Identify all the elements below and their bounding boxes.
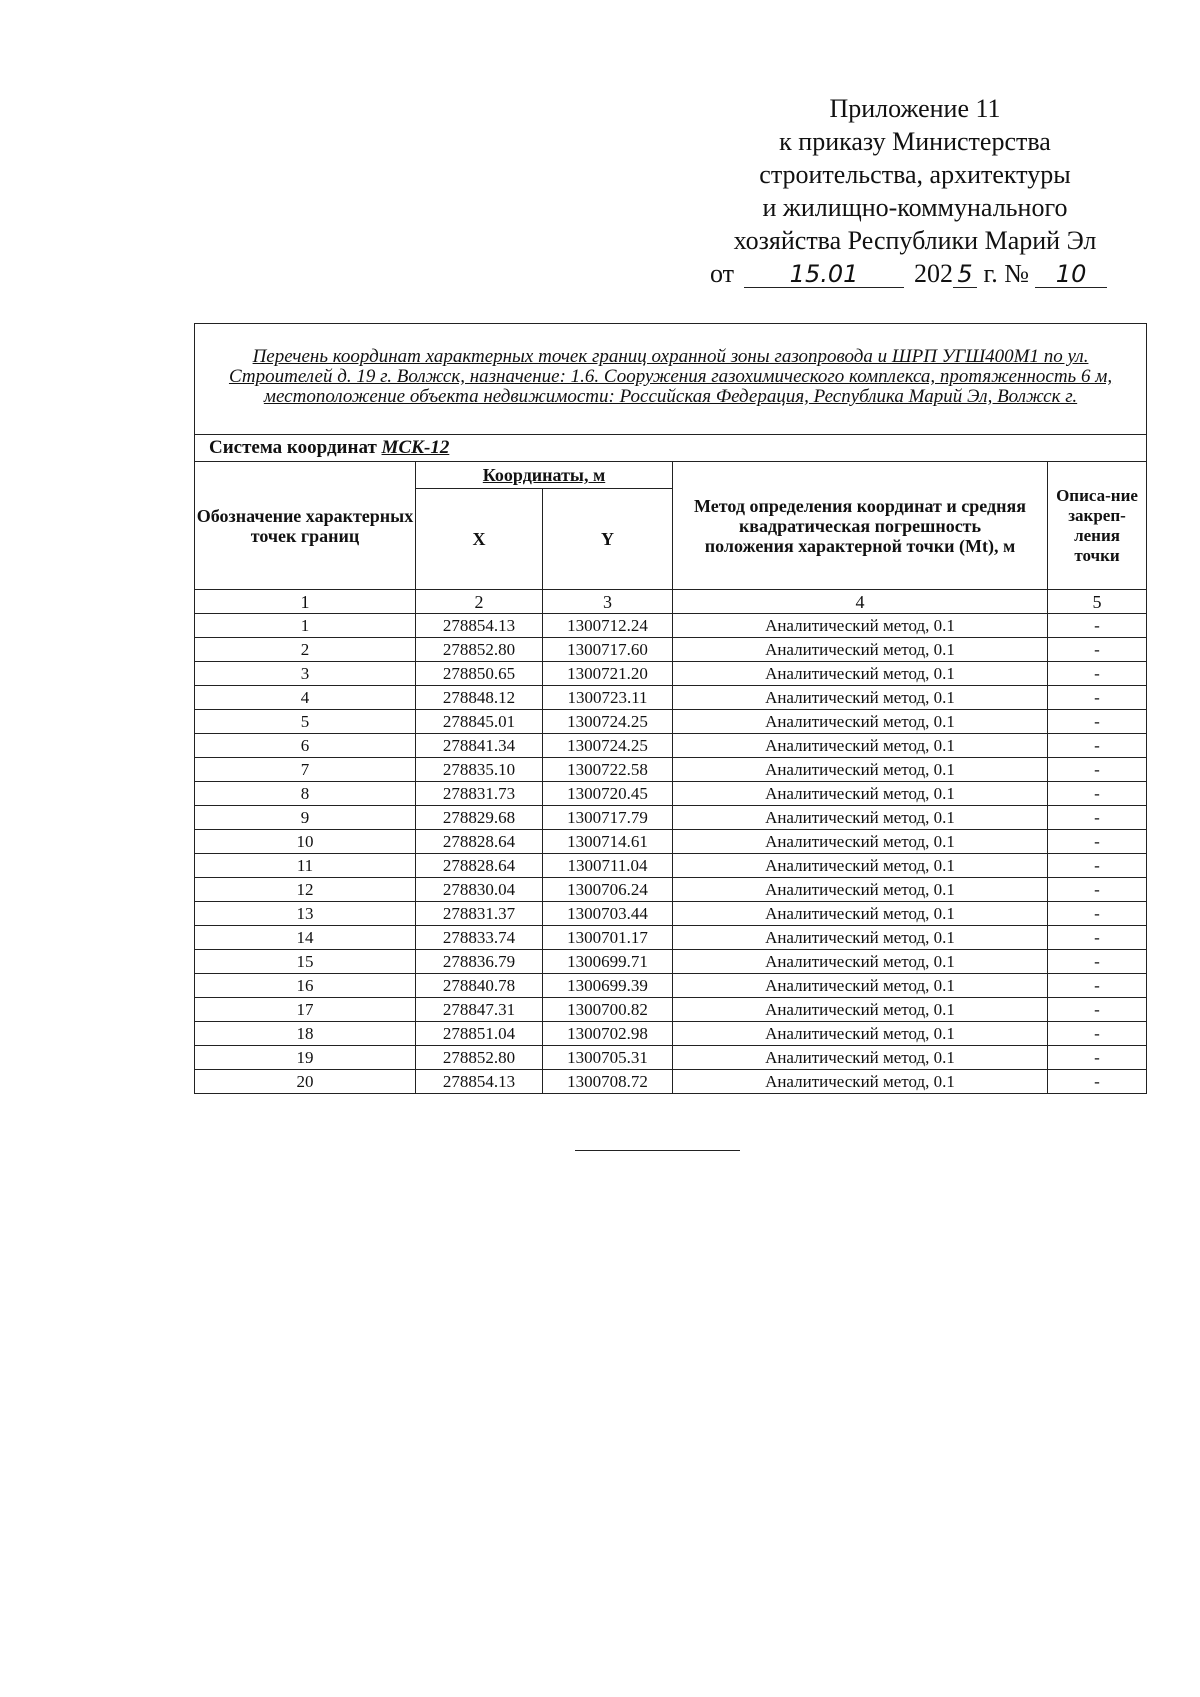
- point-cell: 17: [195, 998, 416, 1022]
- coordinate-system-label: Система координат: [209, 437, 377, 458]
- x-cell: 278841.34: [416, 734, 543, 758]
- x-cell: 278835.10: [416, 758, 543, 782]
- y-cell: 1300717.60: [543, 638, 673, 662]
- description-cell: -: [1048, 686, 1147, 710]
- handwritten-date: 15.01: [744, 261, 904, 288]
- method-cell: Аналитический метод, 0.1: [673, 998, 1048, 1022]
- y-cell: 1300705.31: [543, 1046, 673, 1070]
- table-row: [195, 998, 1147, 1022]
- point-cell: 11: [195, 854, 416, 878]
- from-label: от: [710, 259, 735, 288]
- table-row: [195, 614, 1147, 638]
- header-point-designation: Обозначение характерных точек границ: [195, 462, 416, 590]
- y-cell: 1300721.20: [543, 662, 673, 686]
- description-cell: -: [1048, 806, 1147, 830]
- x-cell: 278845.01: [416, 710, 543, 734]
- header-description: Описа-ние закреп-ления точки: [1048, 462, 1147, 590]
- table-row: [195, 710, 1147, 734]
- y-cell: 1300703.44: [543, 902, 673, 926]
- description-cell: -: [1048, 1070, 1147, 1094]
- point-cell: 1: [195, 614, 416, 638]
- point-cell: 6: [195, 734, 416, 758]
- description-cell: -: [1048, 998, 1147, 1022]
- y-cell: 1300724.25: [543, 710, 673, 734]
- description-cell: -: [1048, 758, 1147, 782]
- x-cell: 278831.37: [416, 902, 543, 926]
- header-method: Метод определения координат и средняя квадратическая погрешность положения характерной точки (Mt), м: [673, 462, 1048, 590]
- description-cell: -: [1048, 782, 1147, 806]
- table-row: [195, 806, 1147, 830]
- method-cell: Аналитический метод, 0.1: [673, 830, 1048, 854]
- description-cell: -: [1048, 662, 1147, 686]
- coordinate-system-value: МСК-12: [381, 437, 450, 458]
- table-row: [195, 686, 1147, 710]
- x-cell: 278830.04: [416, 878, 543, 902]
- appendix-title: Приложение 11: [829, 94, 1001, 123]
- y-cell: 1300711.04: [543, 854, 673, 878]
- point-cell: 12: [195, 878, 416, 902]
- table-body: [195, 614, 1147, 1094]
- point-cell: 18: [195, 1022, 416, 1046]
- header-x: X: [416, 489, 543, 590]
- point-cell: 20: [195, 1070, 416, 1094]
- x-cell: 278828.64: [416, 830, 543, 854]
- document-header: [700, 92, 1130, 290]
- method-cell: Аналитический метод, 0.1: [673, 1046, 1048, 1070]
- description-cell: -: [1048, 854, 1147, 878]
- header-y: Y: [543, 489, 673, 590]
- x-cell: 278847.31: [416, 998, 543, 1022]
- column-number: 3: [543, 590, 673, 614]
- y-cell: 1300712.24: [543, 614, 673, 638]
- handwritten-year-digit: 5: [953, 261, 977, 288]
- ministry-name-line-3: хозяйства Республики Марий Эл: [733, 226, 1097, 255]
- table-row: [195, 782, 1147, 806]
- description-cell: -: [1048, 1022, 1147, 1046]
- column-number: 2: [416, 590, 543, 614]
- method-cell: Аналитический метод, 0.1: [673, 710, 1048, 734]
- description-cell: -: [1048, 710, 1147, 734]
- description-cell: -: [1048, 830, 1147, 854]
- point-cell: 2: [195, 638, 416, 662]
- handwritten-order-number: 10: [1035, 261, 1107, 288]
- point-cell: 5: [195, 710, 416, 734]
- point-cell: 9: [195, 806, 416, 830]
- coordinates-table: [194, 323, 1147, 1094]
- point-cell: 8: [195, 782, 416, 806]
- description-cell: -: [1048, 734, 1147, 758]
- method-cell: Аналитический метод, 0.1: [673, 686, 1048, 710]
- method-cell: Аналитический метод, 0.1: [673, 1022, 1048, 1046]
- table-row: [195, 734, 1147, 758]
- description-cell: -: [1048, 974, 1147, 998]
- table-row: [195, 1046, 1147, 1070]
- table-row: [195, 638, 1147, 662]
- point-cell: 14: [195, 926, 416, 950]
- point-cell: 7: [195, 758, 416, 782]
- description-cell: -: [1048, 902, 1147, 926]
- table-row: [195, 854, 1147, 878]
- point-cell: 3: [195, 662, 416, 686]
- x-cell: 278852.80: [416, 1046, 543, 1070]
- x-cell: 278854.13: [416, 1070, 543, 1094]
- table-row: [195, 974, 1147, 998]
- method-cell: Аналитический метод, 0.1: [673, 782, 1048, 806]
- table-caption: Перечень координат характерных точек границ охранной зоны газопровода и ШРП УГШ400М1 по ул. Строителей д. 19 г. Волжск, назначение: 1.6. Сооружения газохимического комплекса, протяженность 6 м, местоположение объекта недвижимости: Российская Федерация, Республика Марий Эл, Волжск г.: [195, 324, 1147, 435]
- x-cell: 278850.65: [416, 662, 543, 686]
- y-cell: 1300720.45: [543, 782, 673, 806]
- table-row: [195, 830, 1147, 854]
- method-cell: Аналитический метод, 0.1: [673, 806, 1048, 830]
- x-cell: 278836.79: [416, 950, 543, 974]
- x-cell: 278848.12: [416, 686, 543, 710]
- ministry-name-line-1: строительства, архитектуры: [759, 160, 1071, 189]
- number-label: г. №: [983, 259, 1030, 288]
- point-cell: 4: [195, 686, 416, 710]
- table-row: [195, 1070, 1147, 1094]
- x-cell: 278829.68: [416, 806, 543, 830]
- description-cell: -: [1048, 638, 1147, 662]
- description-cell: -: [1048, 1046, 1147, 1070]
- table-row: [195, 902, 1147, 926]
- end-of-document-line: [575, 1150, 740, 1151]
- column-number: 1: [195, 590, 416, 614]
- point-cell: 19: [195, 1046, 416, 1070]
- x-cell: 278840.78: [416, 974, 543, 998]
- method-cell: Аналитический метод, 0.1: [673, 974, 1048, 998]
- description-cell: -: [1048, 926, 1147, 950]
- point-cell: 13: [195, 902, 416, 926]
- description-cell: -: [1048, 950, 1147, 974]
- method-cell: Аналитический метод, 0.1: [673, 878, 1048, 902]
- y-cell: 1300714.61: [543, 830, 673, 854]
- header-coordinates: Координаты, м: [416, 462, 673, 489]
- point-cell: 10: [195, 830, 416, 854]
- order-reference-line: к приказу Министерства: [779, 127, 1051, 156]
- y-cell: 1300702.98: [543, 1022, 673, 1046]
- method-cell: Аналитический метод, 0.1: [673, 758, 1048, 782]
- method-cell: Аналитический метод, 0.1: [673, 950, 1048, 974]
- table-row: [195, 758, 1147, 782]
- y-cell: 1300699.71: [543, 950, 673, 974]
- y-cell: 1300706.24: [543, 878, 673, 902]
- method-cell: Аналитический метод, 0.1: [673, 614, 1048, 638]
- ministry-name-line-2: и жилищно-коммунального: [762, 193, 1068, 222]
- y-cell: 1300723.11: [543, 686, 673, 710]
- x-cell: 278854.13: [416, 614, 543, 638]
- method-cell: Аналитический метод, 0.1: [673, 734, 1048, 758]
- coordinate-system-row: [195, 435, 1147, 462]
- y-cell: 1300717.79: [543, 806, 673, 830]
- y-cell: 1300708.72: [543, 1070, 673, 1094]
- method-cell: Аналитический метод, 0.1: [673, 902, 1048, 926]
- method-cell: Аналитический метод, 0.1: [673, 926, 1048, 950]
- y-cell: 1300724.25: [543, 734, 673, 758]
- description-cell: -: [1048, 614, 1147, 638]
- description-cell: -: [1048, 878, 1147, 902]
- x-cell: 278833.74: [416, 926, 543, 950]
- method-cell: Аналитический метод, 0.1: [673, 854, 1048, 878]
- table-row: [195, 1022, 1147, 1046]
- method-cell: Аналитический метод, 0.1: [673, 638, 1048, 662]
- x-cell: 278828.64: [416, 854, 543, 878]
- x-cell: 278851.04: [416, 1022, 543, 1046]
- method-cell: Аналитический метод, 0.1: [673, 662, 1048, 686]
- table-row: [195, 950, 1147, 974]
- y-cell: 1300700.82: [543, 998, 673, 1022]
- column-number: 4: [673, 590, 1048, 614]
- x-cell: 278831.73: [416, 782, 543, 806]
- point-cell: 16: [195, 974, 416, 998]
- year-prefix: 202: [914, 259, 954, 288]
- y-cell: 1300722.58: [543, 758, 673, 782]
- y-cell: 1300699.39: [543, 974, 673, 998]
- x-cell: 278852.80: [416, 638, 543, 662]
- y-cell: 1300701.17: [543, 926, 673, 950]
- column-number: 5: [1048, 590, 1147, 614]
- table-row: [195, 662, 1147, 686]
- order-date-number-line: [710, 257, 1130, 290]
- column-number-row: [195, 590, 1147, 614]
- table-row: [195, 878, 1147, 902]
- table-row: [195, 926, 1147, 950]
- method-cell: Аналитический метод, 0.1: [673, 1070, 1048, 1094]
- point-cell: 15: [195, 950, 416, 974]
